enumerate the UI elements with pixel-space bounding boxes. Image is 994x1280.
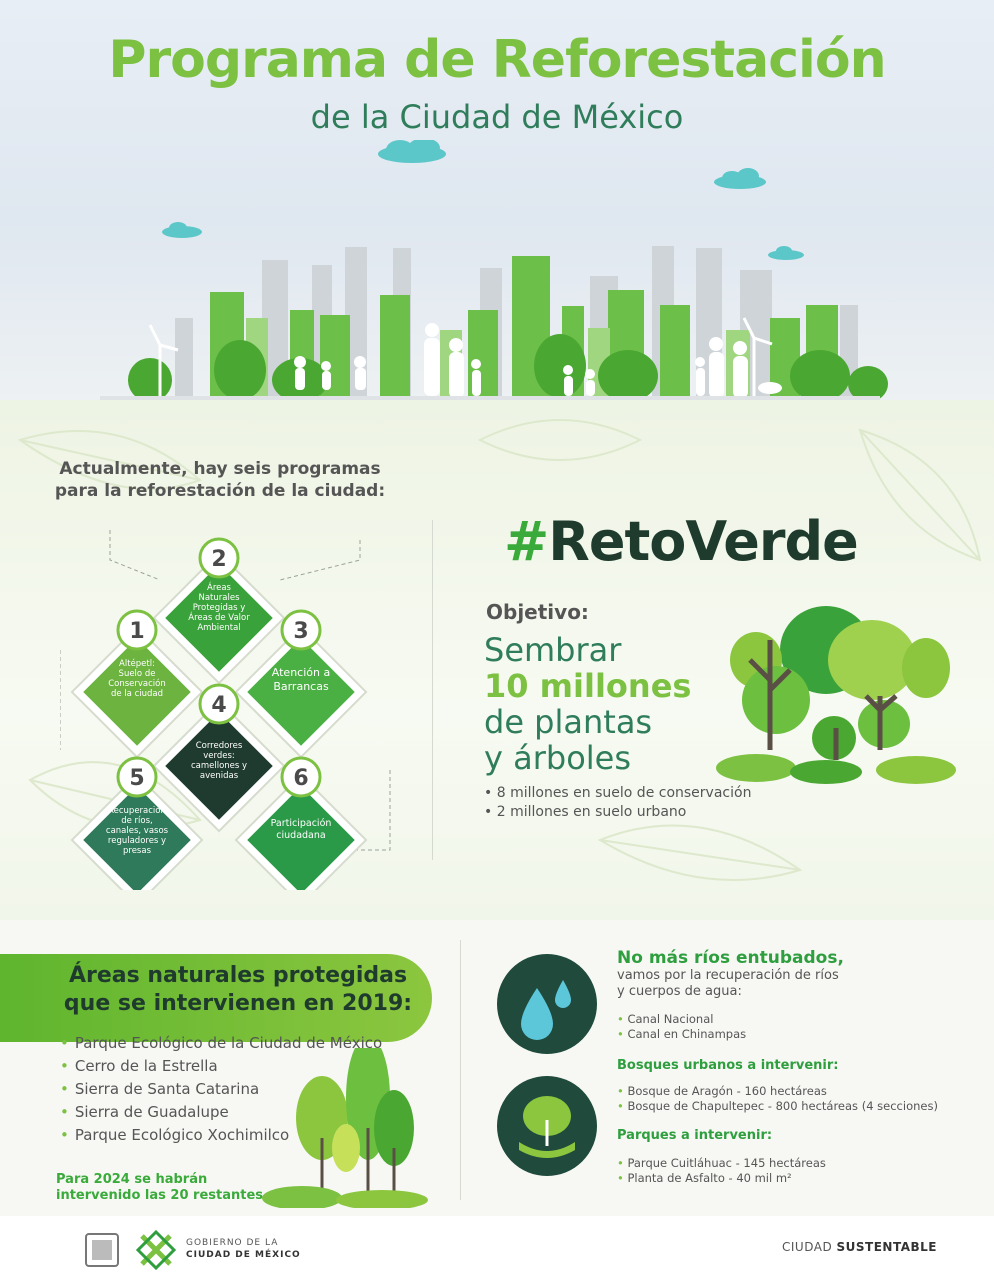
water-drop-icon	[497, 954, 597, 1054]
list-item: • Parque Ecológico de la Ciudad de México	[60, 1034, 382, 1057]
parks-list	[617, 1156, 826, 1186]
program-1-label: Altépetl: Suelo de Conservación de la ciudad	[108, 659, 166, 699]
program-3-number: 3	[293, 619, 309, 644]
forests-heading: Bosques urbanos a intervenir:	[617, 1058, 839, 1073]
programs-diamond-diagram	[60, 530, 400, 890]
program-6-label: Participación ciudadana	[270, 818, 332, 841]
page-subtitle: de la Ciudad de México	[310, 98, 684, 136]
areas-heading: Áreas naturales protegidas que se intervienen en 2019:	[63, 963, 413, 1016]
objective-bullets	[484, 784, 751, 822]
program-2-label: Áreas Naturales Protegidas y Áreas de Valor Ambiental	[188, 583, 250, 633]
ciudad-sustentable-logo: CIUDAD SUSTENTABLE	[782, 1240, 937, 1254]
list-item: • Planta de Asfalto - 40 mil m²	[617, 1171, 826, 1186]
program-5-number: 5	[129, 766, 145, 791]
forests-list	[617, 1084, 938, 1114]
list-item: • 8 millones en suelo de conservación	[484, 785, 752, 801]
list-item: • Sierra de Santa Catarina	[60, 1080, 382, 1103]
program-5-label: Recuperación de ríos, canales, vasos reguladores y presas	[105, 806, 169, 856]
programs-section	[0, 400, 994, 920]
section-divider	[432, 520, 433, 860]
trees-illustration-small	[262, 1048, 432, 1208]
rivers-heading: No más ríos entubados,	[617, 948, 844, 968]
objective-line-1: Sembrar	[484, 631, 622, 669]
list-item: • Canal Nacional	[617, 1012, 746, 1027]
cdmx-logo-icon	[134, 1228, 178, 1272]
government-name: GOBIERNO DE LA CIUDAD DE MÉXICO	[186, 1238, 301, 1260]
tree-in-hand-icon	[497, 1076, 597, 1176]
program-1-number: 1	[129, 619, 145, 644]
program-4-number: 4	[211, 693, 227, 718]
program-3-label: Atención a Barrancas	[271, 666, 331, 693]
list-item: • Parque Ecológico Xochimilco	[60, 1126, 382, 1149]
list-item: • Sierra de Guadalupe	[60, 1103, 382, 1126]
cloud-icon	[162, 140, 804, 260]
interventions-section	[0, 920, 994, 1216]
list-item: • Bosque de Aragón - 160 hectáreas	[617, 1084, 938, 1099]
objective-line-3: de plantas	[484, 703, 653, 741]
city-skyline-illustration	[0, 140, 994, 400]
coat-of-arms-icon	[82, 1230, 122, 1270]
list-item: • Cerro de la Estrella	[60, 1057, 382, 1080]
rivers-list	[617, 1012, 746, 1042]
parks-heading: Parques a intervenir:	[617, 1128, 773, 1143]
section-divider	[460, 940, 461, 1200]
program-4-label: Corredores verdes: camellones y avenidas	[190, 741, 248, 781]
areas-note: Para 2024 se habrán intervenido las 20 restantes	[56, 1172, 264, 1203]
hero-banner	[0, 0, 994, 400]
rivers-subtitle-1: vamos por la recuperación de ríos	[617, 968, 839, 983]
objective-label: Objetivo:	[486, 600, 589, 624]
reto-verde-title: #RetoVerde	[504, 510, 858, 573]
page-title: Programa de Reforestación	[108, 30, 886, 90]
programs-intro: Actualmente, hay seis programas para la reforestación de la ciudad:	[54, 459, 386, 501]
list-item: • Parque Cuitláhuac - 145 hectáreas	[617, 1156, 826, 1171]
footer	[0, 1216, 994, 1280]
program-6-number: 6	[293, 766, 309, 791]
objective-line-4: y árboles	[484, 739, 632, 777]
list-item: • Canal en Chinampas	[617, 1027, 746, 1042]
rivers-subtitle-2: y cuerpos de agua:	[617, 984, 742, 999]
list-item: • 2 millones en suelo urbano	[484, 804, 687, 820]
list-item: • Bosque de Chapultepec - 800 hectáreas (4 secciones)	[617, 1099, 938, 1114]
program-2-number: 2	[211, 547, 227, 572]
trees-illustration	[716, 600, 966, 790]
objective-line-2: 10 millones	[484, 667, 692, 705]
